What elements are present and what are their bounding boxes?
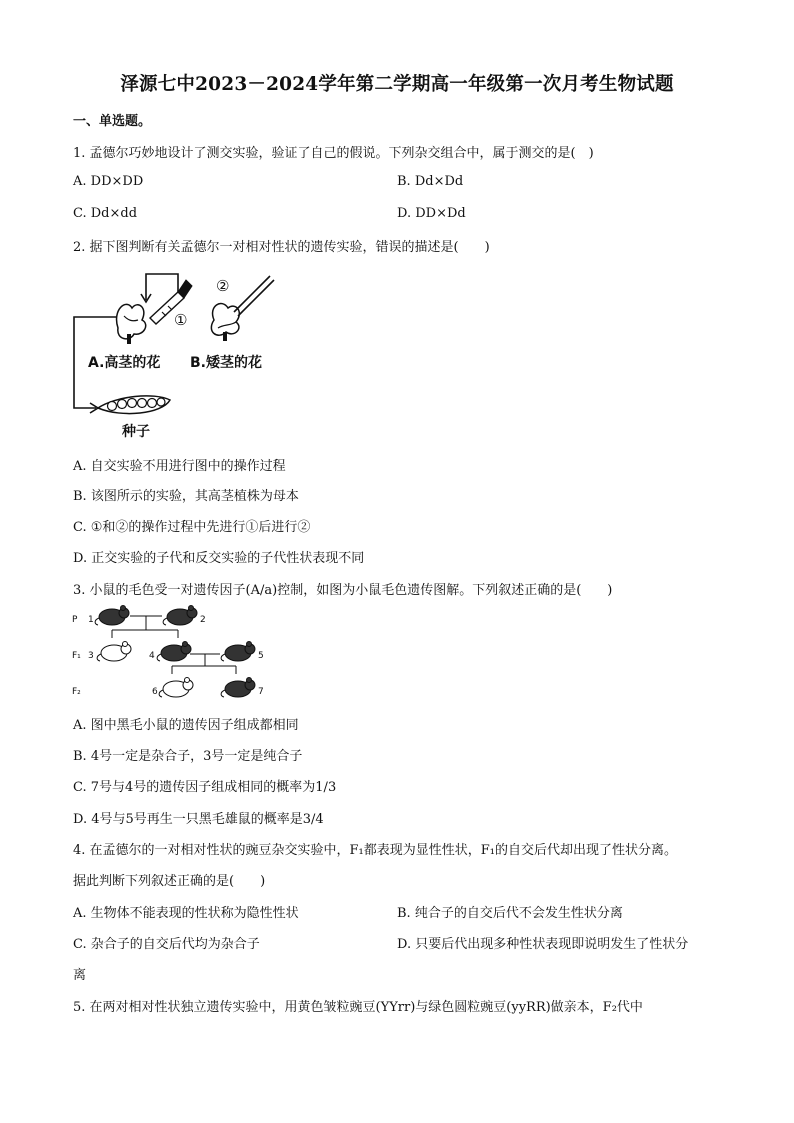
- question-3-option-c: C. 7号与4号的遗传因子组成相同的概率为1/3: [73, 780, 337, 795]
- mouse-4-number: 4: [149, 651, 155, 661]
- question-5-stem: 5. 在两对相对性状独立遗传实验中，用黄色皱粒豌豆(YYrr)与绿色圆粒豌豆(yyRR)做亲本，F₂代中: [73, 1000, 643, 1015]
- tweezers-icon: [234, 276, 274, 316]
- question-3-option-d: D. 4号与5号再生一只黑毛雄鼠的概率是3/4: [73, 812, 324, 827]
- question-4-option-b: B. 纯合子的自交后代不会发生性状分离: [397, 906, 623, 921]
- mouse-6-number: 6: [152, 687, 158, 697]
- question-2-option-b: B. 该图所示的实验，其高茎植株为母本: [73, 489, 299, 504]
- question-4-stem-line-2: 据此判断下列叙述正确的是( ): [73, 874, 266, 889]
- mouse-7-number: 7: [258, 687, 264, 697]
- seed-label: 种子: [122, 424, 150, 440]
- question-2-option-d: D. 正交实验的子代和反交实验的子代性状表现不同: [73, 551, 365, 566]
- pollination-diagram: [66, 270, 286, 445]
- tall-flower-icon: [117, 304, 146, 344]
- question-1-stem: 1. 孟德尔巧妙地设计了测交实验，验证了自己的假说。下列杂交组合中，属于测交的是( ): [73, 146, 594, 161]
- step-1-mark: ①: [174, 311, 188, 329]
- white-mouse-icon: [97, 642, 131, 662]
- question-1-option-b: B. Dd×Dd: [397, 174, 464, 189]
- question-1-option-a: A. DD×DD: [73, 174, 144, 189]
- black-mouse-icon: [95, 606, 129, 626]
- black-mouse-icon: [157, 642, 191, 662]
- question-3-option-a: A. 图中黑毛小鼠的遗传因子组成都相同: [73, 718, 299, 733]
- tall-flower-label: A.高茎的花: [88, 355, 161, 371]
- pea-pod-icon: [98, 396, 170, 414]
- mouse-pedigree-diagram: [66, 602, 286, 702]
- mouse-5-number: 5: [258, 651, 264, 661]
- mouse-3-number: 3: [88, 651, 94, 661]
- black-mouse-icon: [163, 606, 197, 626]
- black-mouse-icon: [221, 678, 255, 698]
- black-mouse-icon: [221, 642, 255, 662]
- question-1-option-c: C. Dd×dd: [73, 206, 138, 221]
- question-2-option-a: A. 自交实验不用进行图中的操作过程: [73, 459, 286, 474]
- mouse-1-number: 1: [88, 615, 94, 625]
- generation-p-label: P: [72, 615, 78, 625]
- question-2-stem: 2. 据下图判断有关孟德尔一对相对性状的遗传实验，错误的描述是( ): [73, 240, 490, 255]
- question-3-stem: 3. 小鼠的毛色受一对遗传因子(A/a)控制，如图为小鼠毛色遗传图解。下列叙述正确的是( ): [73, 583, 613, 598]
- page-title: 泽源七中2023－2024学年第二学期高一年级第一次月考生物试题: [120, 74, 674, 95]
- question-3-option-b: B. 4号一定是杂合子，3号一定是纯合子: [73, 749, 303, 764]
- question-4-stem-line-1: 4. 在孟德尔的一对相对性状的豌豆杂交实验中，F₁都表现为显性性状，F₁的自交后代却出现了性状分离。: [73, 843, 677, 858]
- question-4-option-c: C. 杂合子的自交后代均为杂合子: [73, 937, 260, 952]
- step-2-mark: ②: [216, 277, 230, 295]
- mouse-2-number: 2: [200, 615, 206, 625]
- short-flower-icon: [211, 304, 239, 341]
- section-heading: 一、单选题。: [73, 114, 152, 129]
- generation-f1-label: F₁: [72, 651, 81, 661]
- short-flower-label: B.矮茎的花: [190, 355, 262, 371]
- question-4-option-d: D. 只要后代出现多种性状表现即说明发生了性状分: [397, 937, 689, 952]
- question-4-option-d-continued: 离: [73, 968, 87, 983]
- question-4-option-a: A. 生物体不能表现的性状称为隐性性状: [73, 906, 299, 921]
- question-2-option-c: C. ①和②的操作过程中先进行①后进行②: [73, 520, 311, 535]
- question-1-option-d: D. DD×Dd: [397, 206, 466, 221]
- generation-f2-label: F₂: [72, 687, 81, 697]
- white-mouse-icon: [159, 678, 193, 698]
